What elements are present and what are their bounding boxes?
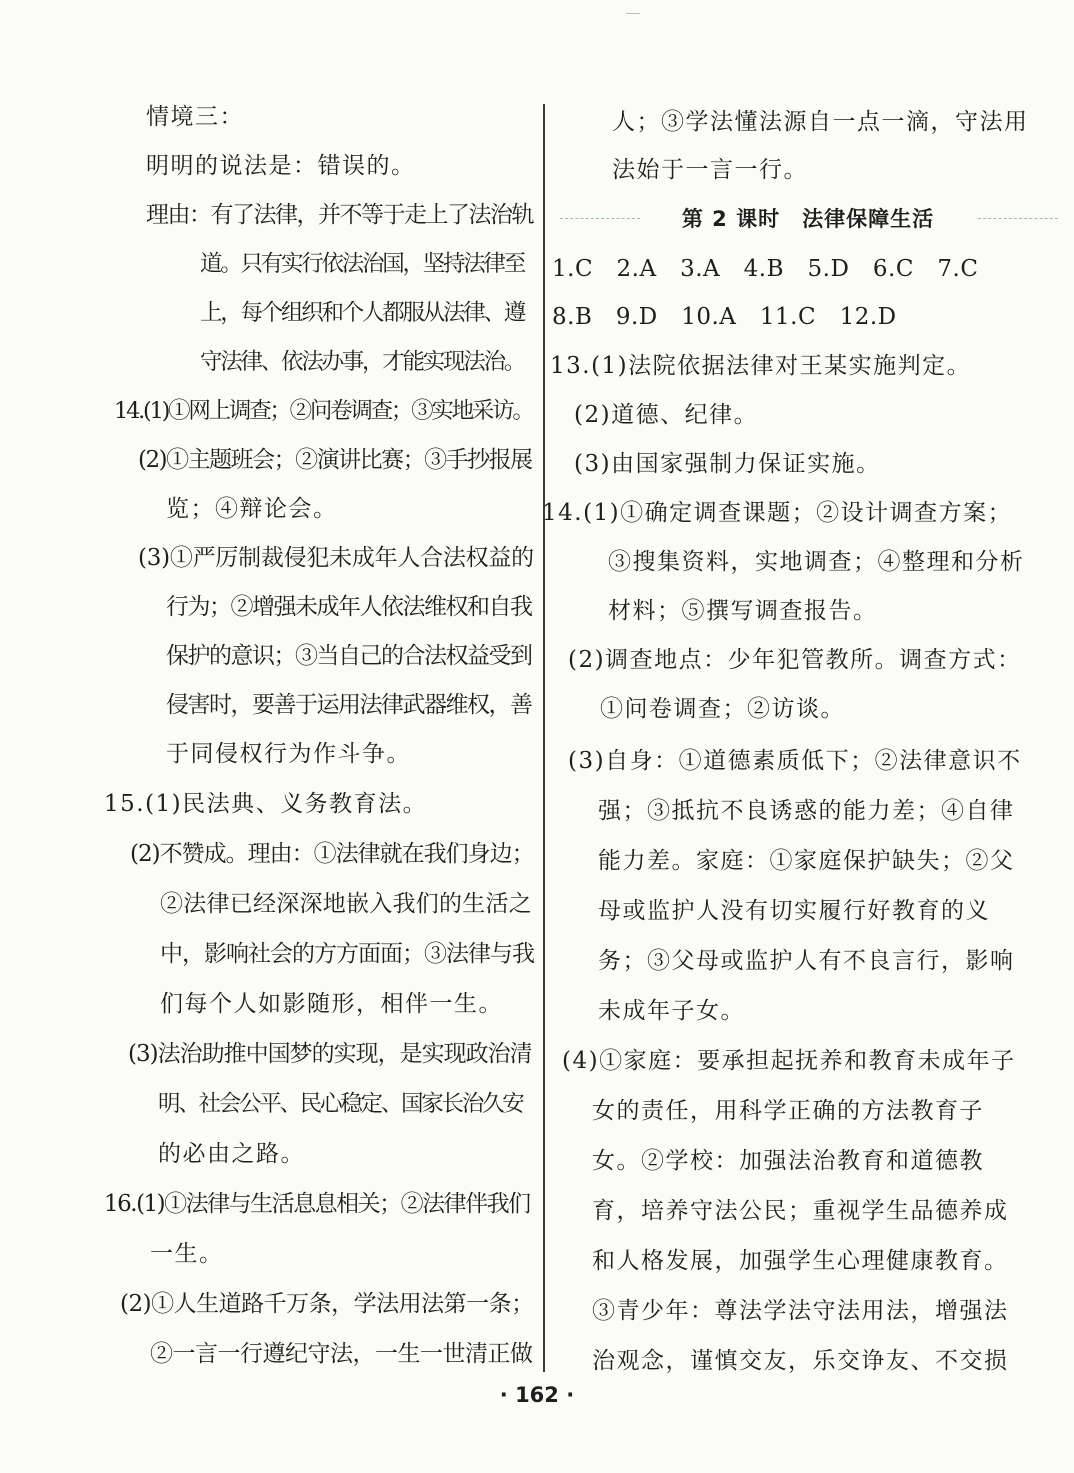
text-line: 能力差。家庭：①家庭保护缺失；②父	[598, 848, 1015, 874]
text-line: 治观念，谨慎交友，乐交诤友、不交损	[592, 1348, 1009, 1374]
text-line: 行为；②增强未成年人依法维权和自我	[166, 594, 532, 620]
text-line: 女。②学校：加强法治教育和道德教	[592, 1148, 984, 1174]
text-line: (3)由国家强制力保证实施。	[574, 451, 881, 477]
text-line: 的必由之路。	[158, 1141, 305, 1167]
text-line: 强；③抵抗不良诱惑的能力差；④自律	[598, 798, 1015, 824]
text-line: 材料；⑤撰写调查报告。	[608, 598, 878, 624]
text-line: 情境三：	[146, 104, 244, 130]
text-line: (3)①严厉制裁侵犯未成年人合法权益的	[138, 545, 534, 571]
text-line: ①问卷调查；②访谈。	[600, 696, 845, 722]
text-line: (2)道德、纪律。	[574, 402, 759, 428]
text-line: 览；④辩论会。	[166, 496, 338, 522]
text-line: 法始于一言一行。	[612, 157, 808, 183]
section-rule	[560, 218, 640, 219]
text-line: 保护的意识；③当自己的合法权益受到	[166, 643, 532, 669]
text-line: (3)法治助推中国梦的实现，是实现政治清	[128, 1041, 532, 1067]
text-line: ②一言一行遵纪守法，一生一世清正做	[150, 1341, 533, 1367]
text-line: (2)①人生道路千万条，学法用法第一条；	[120, 1291, 534, 1317]
answer-row: 1.C 2.A 3.A 4.B 5.D 6.C 7.C	[552, 256, 979, 282]
text-line: (2)不赞成。理由：①法律就在我们身边；	[130, 841, 534, 867]
page-number: · 162 ·	[499, 1383, 575, 1407]
text-line: 育，培养守法公民；重视学生品德养成	[592, 1198, 1009, 1224]
text-line: ②法律已经深深地嵌入我们的生活之	[160, 891, 532, 917]
text-line: 务；③父母或监护人有不良言行，影响	[598, 948, 1015, 974]
scan-mark	[626, 13, 640, 14]
text-line: ③青少年：尊法学法守法用法，增强法	[592, 1298, 1009, 1324]
text-line: 守法律、依法办事，才能实现法治。	[200, 349, 525, 375]
text-line: (3)自身：①道德素质低下；②法律意识不	[568, 748, 1022, 774]
text-line: 明、社会公平、民心稳定、国家长治久安	[158, 1091, 523, 1117]
text-line: 中，影响社会的方方面面；③法律与我	[160, 941, 534, 967]
text-line: 女的责任，用科学正确的方法教育子	[592, 1098, 984, 1124]
text-line: 13.(1)法院依据法律对王某实施判定。	[550, 353, 972, 379]
text-line: 于同侵权行为作斗争。	[166, 741, 411, 767]
text-line: (2)①主题班会；②演讲比赛；③手抄报展	[138, 447, 532, 473]
answer-row: 8.B 9.D 10.A 11.C 12.D	[552, 304, 897, 330]
text-line: 侵害时，要善于运用法律武器维权，善	[166, 692, 532, 718]
text-line: 人；③学法懂法源自一点一滴，守法用	[612, 109, 1029, 135]
text-line: 母或监护人没有切实履行好教育的义	[598, 898, 990, 924]
text-line: 道。只有实行依法治国，坚持法律至	[200, 251, 525, 277]
text-line: 理由：有了法律，并不等于走上了法治轨	[146, 202, 533, 228]
text-line: 16.(1)①法律与生活息息相关；②法律伴我们	[104, 1191, 530, 1217]
text-line: (2)调查地点：少年犯管教所。调查方式：	[568, 647, 1022, 673]
text-line: 上，每个组织和个人都服从法律、遵	[200, 300, 525, 326]
text-line: 14.(1)①确定调查课题；②设计调查方案；	[542, 500, 1013, 526]
text-line: 一生。	[150, 1241, 224, 1267]
text-line: 和人格发展，加强学生心理健康教育。	[592, 1248, 1009, 1274]
section-title: 第 2 课时 法律保障生活	[681, 207, 935, 231]
text-line: 未成年子女。	[598, 998, 745, 1024]
section-rule	[978, 218, 1058, 219]
column-divider	[543, 104, 545, 1372]
text-line: 14.(1)①网上调查；②问卷调查；③实地采访。	[114, 398, 533, 424]
text-line: ③搜集资料，实地调查；④整理和分析	[608, 549, 1025, 575]
text-line: (4)①家庭：要承担起抚养和教育未成年子	[562, 1048, 1016, 1074]
text-line: 明明的说法是：错误的。	[146, 153, 416, 179]
text-line: 们每个人如影随形，相伴一生。	[160, 991, 503, 1017]
text-line: 15.(1)民法典、义务教育法。	[104, 791, 428, 817]
